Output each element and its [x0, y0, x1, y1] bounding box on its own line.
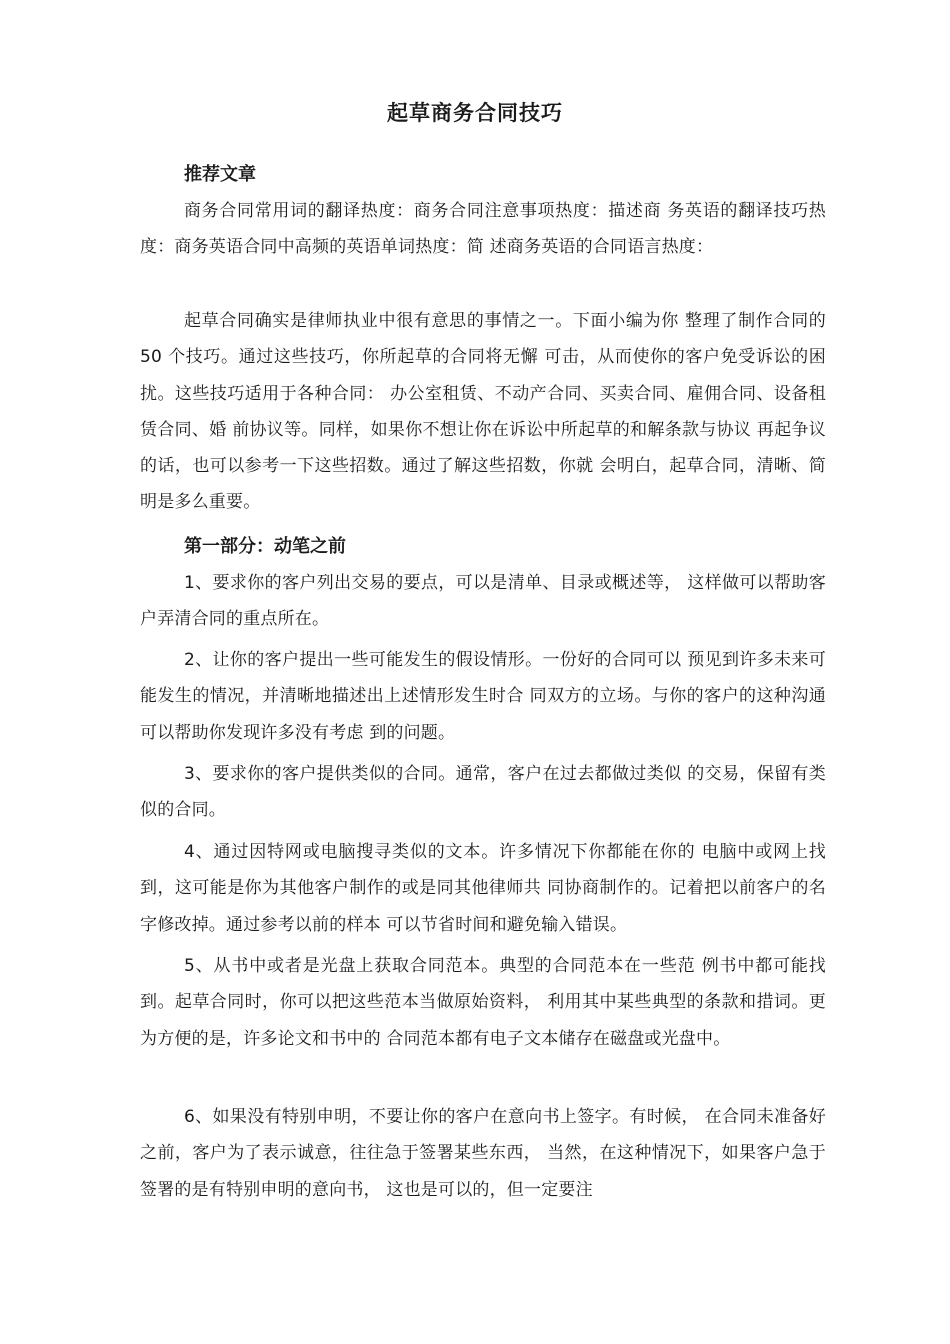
list-item: 5、从书中或者是光盘上获取合同范本。典型的合同范本在一些范 例书中都可能找到。起草合同时，你可以把这些范本当做原始资料， 利用其中某些典型的条款和措词。更为方便的是，许多论文和书中的 合同范本都有电子文本储存在磁盘或光盘中。	[140, 956, 826, 1049]
list-item: 6、如果没有特别申明，不要让你的客户在意向书上签字。有时候， 在合同未准备好之前，客户为了表示诚意，往往急于签署某些东西， 当然，在这种情况下，如果客户急于签署的是有特别申明的意向书， 这也是可以的，但一定要注	[140, 1107, 826, 1200]
section-heading-recommended: 推荐文章	[184, 164, 256, 185]
list-item: 4、通过因特网或电脑搜寻类似的文本。许多情况下你都能在你的 电脑中或网上找到，这可能是你为其他客户制作的或是同其他律师共 同协商制作的。记着把以前客户的名字修改掉。通过参考以前的样本 可以节省时间和避免输入错误。	[140, 842, 826, 935]
recommended-articles-paragraph: 商务合同常用词的翻译热度：商务合同注意事项热度：描述商 务英语的翻译技巧热度：商务英语合同中高频的英语单词热度：简 述商务英语的合同语言热度：	[140, 201, 826, 258]
list-item: 2、让你的客户提出一些可能发生的假设情形。一份好的合同可以 预见到许多未来可能发生的情况，并清晰地描述出上述情形发生时合 同双方的立场。与你的客户的这种沟通可以帮助你发现许多没有考虑 到的问题。	[140, 650, 826, 743]
intro-paragraph: 起草合同确实是律师执业中很有意思的事情之一。下面小编为你 整理了制作合同的 50 个技巧。通过这些技巧，你所起草的合同将无懈 可击，从而使你的客户免受诉讼的困扰。这些技巧适用于各种合同： 办公室租赁、不动产合同、买卖合同、雇佣合同、设备租赁合同、婚 前协议等。同样，如果你不想让你在诉讼中所起草的和解条款与协议 再起争议的话，也可以参考一下这些招数。通过了解这些招数，你就 会明白，起草合同，清晰、简明是多么重要。	[140, 311, 826, 513]
section-heading-part1: 第一部分：动笔之前	[184, 536, 346, 557]
document-title: 起草商务合同技巧	[387, 101, 563, 125]
list-item: 3、要求你的客户提供类似的合同。通常，客户在过去都做过类似 的交易，保留有类似的合同。	[140, 764, 826, 821]
list-item: 1、要求你的客户列出交易的要点，可以是清单、目录或概述等， 这样做可以帮助客户弄清合同的重点所在。	[140, 573, 826, 630]
